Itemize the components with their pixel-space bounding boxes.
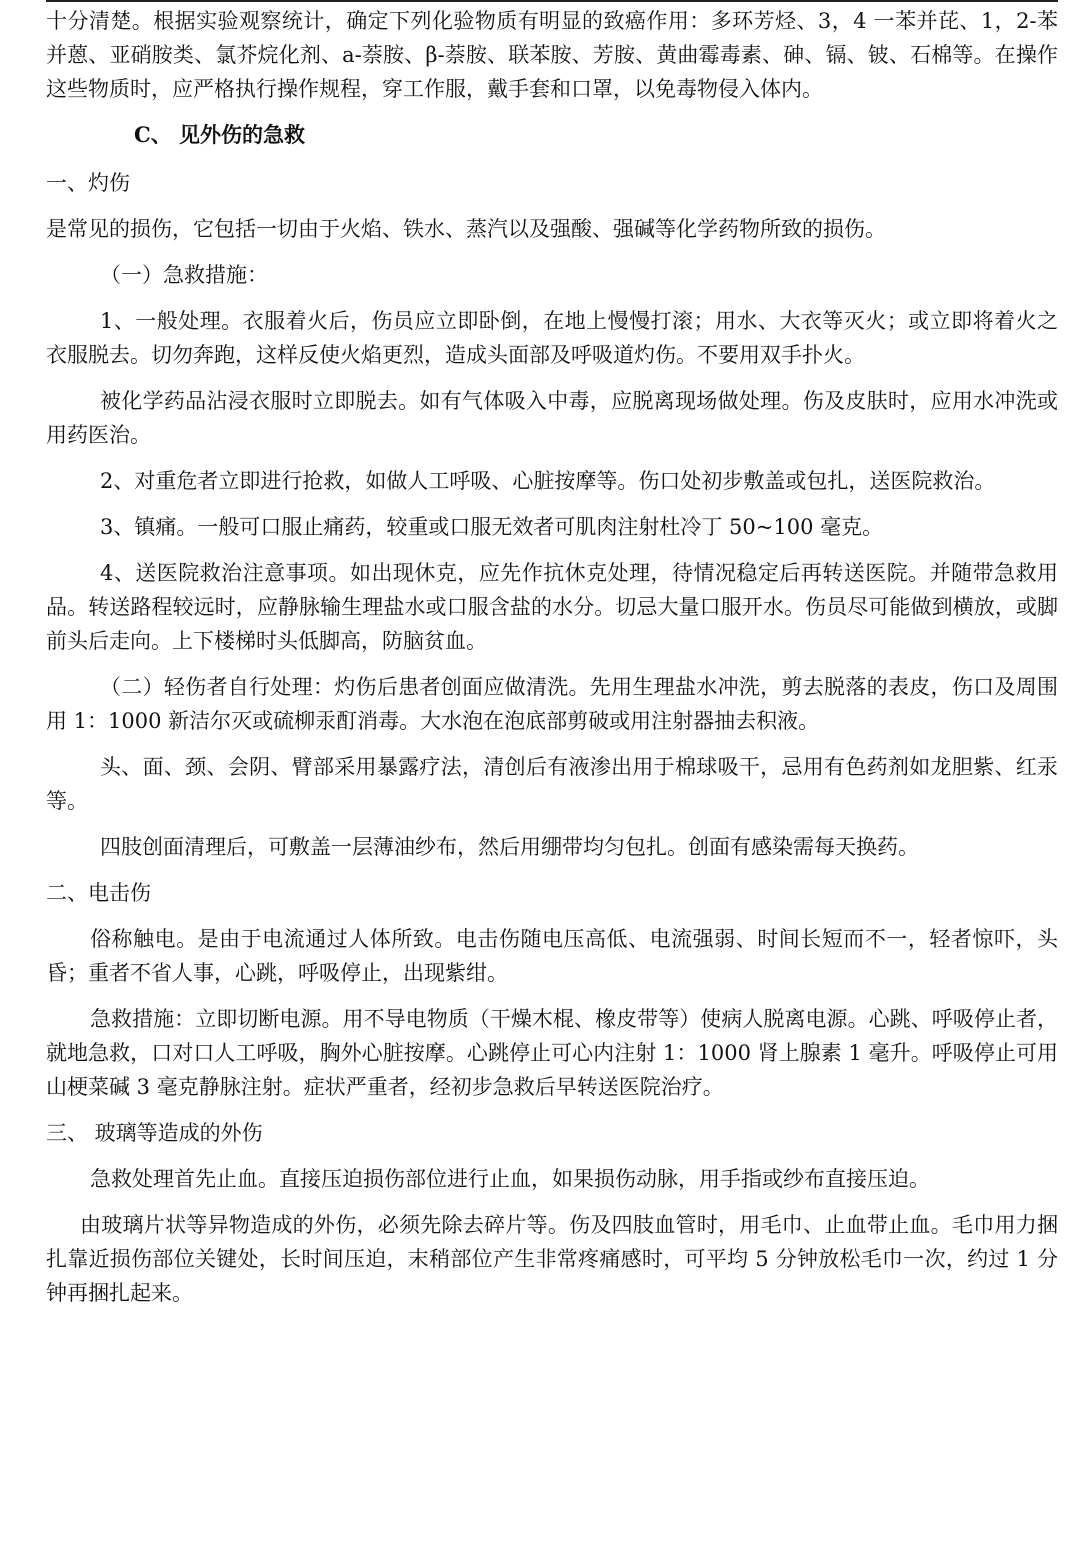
paragraph-minor-injury-self-treatment: （二）轻伤者自行处理：灼伤后患者创面应做清洗。先用生理盐水冲洗，剪去脱落的表皮，伤口及周围用 1：1000 新洁尔灭或硫柳汞酊消毒。大水泡在泡底部剪破或用注射器抽去积液。 bbox=[46, 675, 1058, 733]
paragraph-hospital-transfer: 4、送医院救治注意事项。如出现休克，应先作抗休克处理，待情况稳定后再转送医院。并随带急救用品。转送路程较远时，应静脉输生理盐水或口服含盐的水分。切忌大量口服开水。伤员尽可能做到横放，或脚前头后走向。上下楼梯时头低脚高，防脑贫血。 bbox=[46, 561, 1058, 653]
heading-glass-injury: 三、 玻璃等造成的外伤 bbox=[46, 1121, 263, 1145]
section-heading-trauma-first-aid: C、 见外伤的急救 bbox=[134, 122, 306, 147]
subheading-first-aid-measures: （一）急救措施： bbox=[100, 263, 268, 287]
paragraph-general-treatment: 1、一般处理。衣服着火后，伤员应立即卧倒，在地上慢慢打滚；用水、大衣等灭火；或立即将着火之衣服脱去。切勿奔跑，这样反使火焰更烈，造成头面部及呼吸道灼伤。不要用双手扑火。 bbox=[46, 309, 1058, 367]
paragraph-stop-bleeding: 急救处理首先止血。直接压迫损伤部位进行止血，如果损伤动脉，用手指或纱布直接压迫。 bbox=[90, 1167, 930, 1191]
paragraph-burns-definition: 是常见的损伤，它包括一切由于火焰、铁水、蒸汽以及强酸、强碱等化学药物所致的损伤。 bbox=[46, 217, 886, 241]
page-top-rule bbox=[46, 0, 1058, 2]
paragraph-critical-rescue: 2、对重危者立即进行抢救，如做人工呼吸、心脏按摩等。伤口处初步敷盖或包扎，送医院救治。 bbox=[100, 469, 996, 493]
paragraph-carcinogens: 十分清楚。根据实验观察统计，确定下列化验物质有明显的致癌作用：多环芳烃、3，4 一苯并芘、1，2-苯并蒽、亚硝胺类、氯芥烷化剂、a-萘胺、β-萘胺、联苯胺、芳胺、黄曲霉毒素、砷、镉、铍、石棉等。在操作这些物质时，应严格执行操作规程，穿工作服，戴手套和口罩，以免毒物侵入体内。 bbox=[46, 9, 1058, 101]
paragraph-electric-shock-definition: 俗称触电。是由于电流通过人体所致。电击伤随电压高低、电流强弱、时间长短而不一，轻者惊吓，头昏；重者不省人事，心跳，呼吸停止，出现紫绀。 bbox=[46, 927, 1058, 985]
paragraph-pain-relief: 3、镇痛。一般可口服止痛药，较重或口服无效者可肌肉注射杜冷丁 50~100 毫克。 bbox=[100, 515, 884, 539]
document-page bbox=[46, 4, 1058, 1320]
paragraph-exposure-therapy: 头、面、颈、会阴、臂部采用暴露疗法，清创后有液渗出用于棉球吸干，忌用有色药剂如龙胆紫、红汞等。 bbox=[46, 755, 1058, 813]
paragraph-limb-wound-care: 四肢创面清理后，可敷盖一层薄油纱布，然后用绷带均匀包扎。创面有感染需每天换药。 bbox=[100, 835, 919, 859]
paragraph-chemical-clothing: 被化学药品沾浸衣服时立即脱去。如有气体吸入中毒，应脱离现场做处理。伤及皮肤时，应用水冲洗或用药医治。 bbox=[46, 389, 1058, 447]
paragraph-electric-shock-measures: 急救措施：立即切断电源。用不导电物质（干燥木棍、橡皮带等）使病人脱离电源。心跳、呼吸停止者，就地急救，口对口人工呼吸，胸外心脏按摩。心跳停止可心内注射 1：1000 肾上腺素 1 毫升。呼吸停止可用山梗菜碱 3 毫克静脉注射。症状严重者，经初步急救后早转送医院治疗。 bbox=[46, 1007, 1058, 1099]
paragraph-glass-fragments: 由玻璃片状等异物造成的外伤，必须先除去碎片等。伤及四肢血管时，用毛巾、止血带止血。毛巾用力捆扎靠近损伤部位关键处，长时间压迫，末稍部位产生非常疼痛感时，可平均 5 分钟放松毛巾一次，约过 1 分钟再捆扎起来。 bbox=[46, 1213, 1058, 1305]
heading-electric-shock: 二、电击伤 bbox=[46, 881, 151, 905]
heading-burns: 一、灼伤 bbox=[46, 171, 130, 195]
